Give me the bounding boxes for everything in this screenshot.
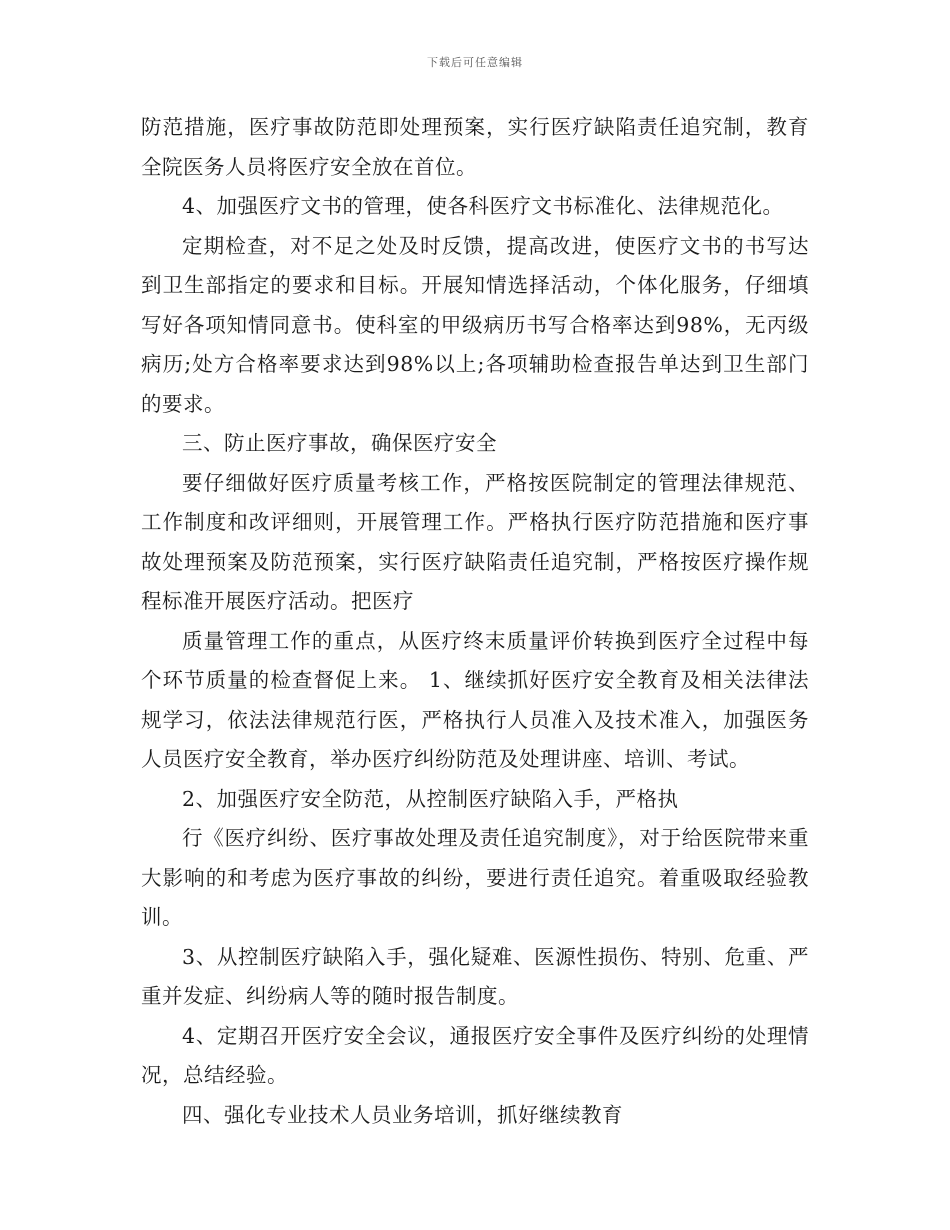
paragraph-5: 要仔细做好医疗质量考核工作，严格按医院制定的管理法律规范、工作制度和改评细则，开展管理工作。严格执行医疗防范措施和医疗事故处理预案及防范预案，实行医疗缺陷责任追究制，严格按医疗操作规程标准开展医疗活动。把医疗 — [141, 470, 809, 613]
section-heading-4: 四、强化专业技术人员业务培训，抓好继续教育 — [182, 1102, 623, 1127]
paragraph-8: 行《医疗纠纷、医疗事故处理及责任追究制度》，对于给医院带来重大影响的和考虑为医疗事故的纠纷，要进行责任追究。着重吸取经验教训。 — [141, 826, 809, 929]
header-note: 下载后可任意编辑 — [427, 56, 523, 69]
paragraph-1: 防范措施，医疗事故防范即处理预案，实行医疗缺陷责任追究制，教育全院医务人员将医疗安全放在首位。 — [141, 115, 809, 179]
section-heading-3: 三、防止医疗事故，确保医疗安全 — [182, 431, 497, 455]
paragraph-6: 质量管理工作的重点，从医疗终末质量评价转换到医疗全过程中每个环节质量的检查督促上来。 1、继续抓好医疗安全教育及相关法律法规学习，依法法律规范行医，严格执行人员准入及技术准入，加强医务人员医疗安全教育，举办医疗纠纷防范及处理讲座、培训、考试。 — [141, 628, 809, 771]
document-body — [141, 108, 809, 1135]
paragraph-3: 定期检查，对不足之处及时反馈，提高改进，使医疗文书的书写达到卫生部指定的要求和目标。开展知情选择活动，个体化服务，仔细填写好各项知情同意书。使科室的甲级病历书写合格率达到98%，无丙级病历;处方合格率要求达到98%以上;各项辅助检查报告单达到卫生部门的要求。 — [141, 233, 809, 416]
paragraph-7: 2、加强医疗安全防范，从控制医疗缺陷入手，严格执 — [182, 786, 679, 811]
paragraph-10: 4、定期召开医疗安全会议，通报医疗安全事件及医疗纠纷的处理情况，总结经验。 — [141, 1023, 809, 1087]
paragraph-2: 4、加强医疗文书的管理，使各科医疗文书标准化、法律规范化。 — [182, 194, 784, 218]
paragraph-9: 3、从控制医疗缺陷入手，强化疑难、医源性损伤、特别、危重、严重并发症、纠纷病人等的随时报告制度。 — [141, 944, 809, 1008]
